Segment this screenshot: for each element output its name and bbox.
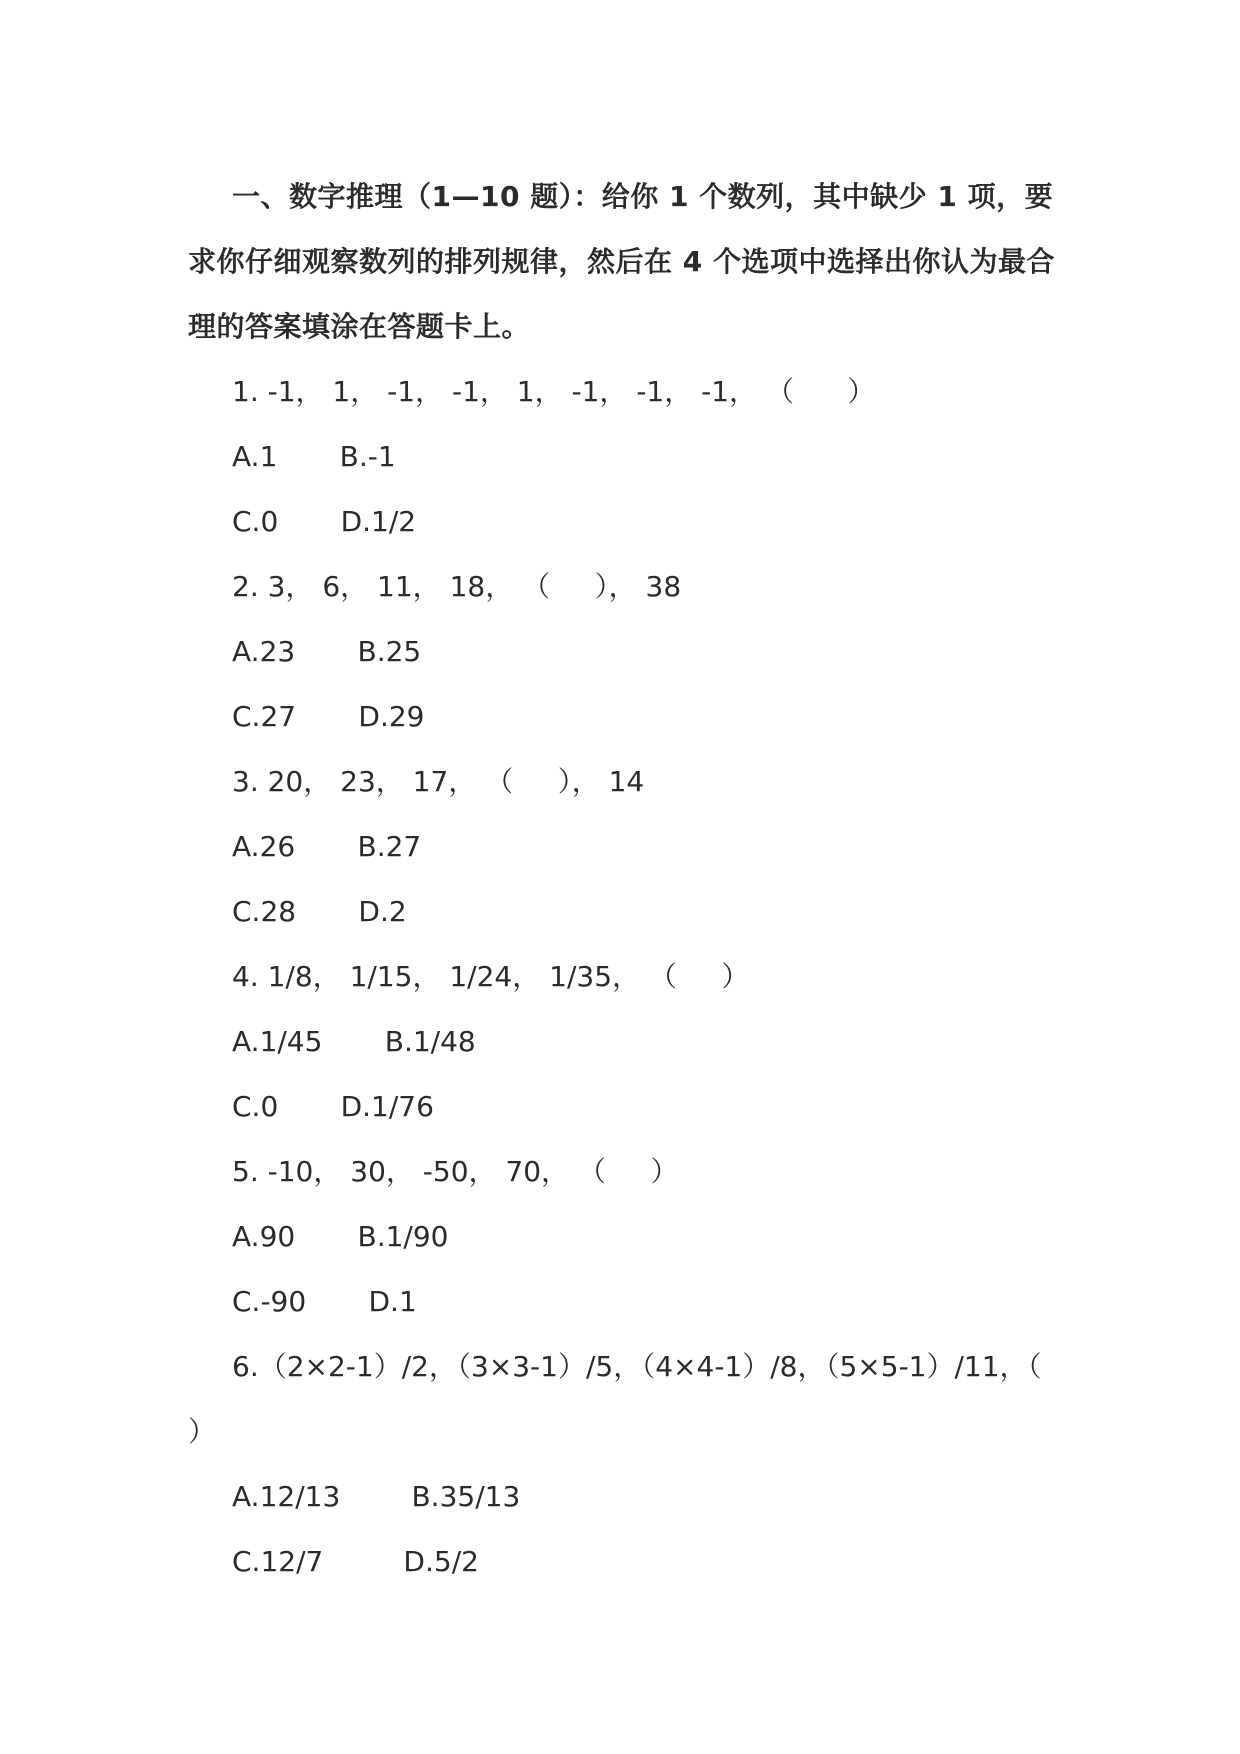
- question-stem: 6.（2×2-1）/2，（3×3-1）/5，（4×4-1）/8，（5×5-1）/11，（ ）: [188, 1350, 1095, 1448]
- question-options: C.12/7 D.5/2: [232, 1545, 479, 1578]
- section-heading: 一、数字推理（1—10 题）：给你 1 个数列，其中缺少 1 项，要求你仔细观察数列的排列规律，然后在 4 个选项中选择出你认为最合理的答案填涂在答题卡上。: [188, 180, 1055, 343]
- question-stem: 1. -1， 1， -1， -1， 1， -1， -1， -1， （ ）: [232, 375, 876, 408]
- question-stem: 3. 20， 23， 17， （ ）， 14: [232, 765, 645, 798]
- question-options: C.28 D.2: [232, 895, 407, 928]
- question-options: A.90 B.1/90: [232, 1220, 449, 1253]
- question-4: [188, 944, 1068, 1139]
- document-page: [188, 164, 1095, 1594]
- question-stem: 4. 1/8， 1/15， 1/24， 1/35， （ ）: [232, 960, 750, 993]
- question-options: A.26 B.27: [232, 830, 422, 863]
- question-stem: 5. -10， 30， -50， 70， （ ）: [232, 1155, 679, 1188]
- question-options: A.12/13 B.35/13: [232, 1480, 521, 1513]
- question-options: C.-90 D.1: [232, 1285, 417, 1318]
- question-options: C.0 D.1/2: [232, 505, 417, 538]
- question-5: [188, 1139, 1068, 1334]
- question-6: [188, 1334, 1095, 1594]
- question-options: A.1/45 B.1/48: [232, 1025, 476, 1058]
- question-1: [188, 359, 1068, 554]
- question-stem: 2. 3， 6， 11， 18， （ ）， 38: [232, 570, 682, 603]
- question-options: C.0 D.1/76: [232, 1090, 434, 1123]
- question-options: A.1 B.-1: [232, 440, 396, 473]
- question-2: [188, 554, 1068, 749]
- question-3: [188, 749, 1068, 944]
- question-options: A.23 B.25: [232, 635, 422, 668]
- question-options: C.27 D.29: [232, 700, 425, 733]
